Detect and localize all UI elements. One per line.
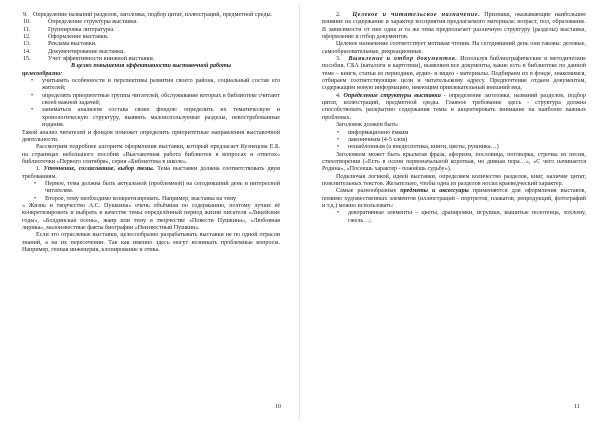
step-number: 4.: [336, 92, 341, 99]
paragraph-titles: Заголовком может быть крылатая фраза, афоризм, пословица, поговорка, строчка из песни, стихотворения («Есть в осени первоначальной короткая, но дивная пора…», «С чего начинается Родина», «Посеешь характер - пожнёшь судьбу»).: [322, 151, 586, 173]
paragraph-complex: Если это отраслевые выставки, целесообразно разрабатывать выставки не по одной отрасли знаний, а на их пересечении. Так как именно здесь могут возникать проблемные вопросы. Например, генная инженерия, клонирование и этика.: [22, 232, 280, 253]
paragraph-items: [322, 188, 586, 210]
step-number: 3.: [336, 56, 341, 63]
list-item-text: Определение названий разделов, заголовка, подбор цитат, иллюстраций, предметной среды.: [33, 12, 273, 18]
step1-bullets: [22, 181, 280, 203]
list-item-text: Оформление выставки.: [48, 34, 109, 41]
list-item: [34, 195, 280, 203]
paragraph-title-req: Заголовок должен быть:: [336, 122, 399, 129]
right-page: [300, 0, 600, 424]
step-1: [22, 166, 280, 181]
list-item: [31, 107, 280, 129]
goal-heading: В целях повышения эффективности выставочной работы: [70, 63, 232, 70]
list-item-text: Учет эффективности книжной выставки.: [48, 56, 155, 63]
text-run: применяются для оформления выставок, помимо художественных элементов (иллюстраций - портретов, плакатов, репродукций, фотографий и т.д.) можно использовать:: [322, 188, 586, 209]
bullet-icon: •: [337, 144, 340, 151]
bullet-text: определять приоритетные группы читателей, обслуживание которых в библиотеке считают своей важной задачей;: [42, 92, 280, 107]
list-item: [337, 129, 586, 137]
bullet-text: декоративные элементы – цветы, драпировки, игрушки, вышитые полотенца, хохлому, гжель…;: [348, 210, 586, 224]
list-item: [31, 92, 280, 108]
list-item-number: 10.: [23, 19, 31, 26]
bullet-text: Первое, тема должна быть актуальной (проблемной) на сегодняшний день и интересной читателям.: [45, 180, 280, 195]
paragraph-analysis: Такой анализ читателей и фондов поможет определить приоритетные направления выставочной деятельности.: [22, 129, 280, 143]
paragraph-algorithm: Рассмотрим подробнее алгоритм оформления выставки, который предлагает Кузнецова Е.Б. на страницах небольшого пособия «Выставочная работа библиотек в вопросах и ответах» библиотечки «Первого сентября», серия «Библиотека в школе».: [22, 144, 280, 165]
list-item-text: Реклама выставки.: [48, 41, 97, 48]
list-item: [337, 144, 586, 151]
list-item-text: Группировка литературы.: [48, 26, 115, 33]
text-run: Самые разнообразные: [336, 188, 401, 195]
page-number: 10: [275, 404, 281, 410]
list-item: [337, 210, 586, 225]
bullet-text: информационно ёмким: [348, 129, 409, 136]
goal-heading-cont: целесообразно:: [22, 70, 63, 77]
list-item-text: Определение структуры выставки.: [48, 19, 139, 26]
step-number: 1.: [36, 166, 41, 173]
bullet-icon: •: [31, 92, 34, 99]
step-title: Уточнение, согласование, выбор темы.: [43, 166, 155, 173]
list-item-number: 15.: [23, 56, 31, 63]
step-text: Тема выставки должна соответствовать двум требованиям.: [22, 166, 280, 180]
step-4: [322, 93, 586, 122]
paragraph-sections: Подключая логикой, идеей выставки, определяем количество разделов, книг, наличие цитат, пояснительных текстов. Желательно, чтобы одна из разделов носил краеведческий характер.: [322, 173, 586, 187]
list-item-number: 13.: [23, 41, 31, 48]
bullet-text: заниматься анализом состава своих фондов: определить их тематическую и хронологическую структуру, выявить малоиспользуемые разделы, невостребованные издания.: [42, 107, 280, 129]
list-item: [31, 78, 280, 93]
step-text: Используя библиографические и методические пособия, СБА (каталоги и картотеки), выявляем все документы, какие есть в библиотеке по данной теме – книги, статьи из периодики, аудио- и видео - материалы. Подбираем их в фонде, знакомимся, отбираем соответствующие цели и читательскому адресу. Предпочтение отдаем документам, содержащим новую информацию, имеющим привлекательный внешний вид.: [322, 56, 586, 92]
goal-bullets: [22, 78, 280, 129]
step-title: Определение структуры выставки: [343, 92, 441, 99]
page-number: 11: [574, 404, 580, 410]
step-text: - определение заголовка, названий разделов, подбор цитат, иллюстраций, предметной среды. Главное требование здесь - структура должна способствовать раскрытию содержания темы и акцентировать внимание на наиболее важных проблемах.: [322, 92, 587, 121]
list-item: [22, 19, 280, 26]
paragraph-purpose: Целевое назначение соответствует мотивам чтения. На сегодняшний день они таковы: деловые, самообразовательные, рекреационные.: [322, 41, 586, 55]
step-number: 2.: [336, 12, 341, 18]
list-item-number: 14.: [23, 48, 31, 55]
paragraph-pushkin: « Жизнь и творчество А.С. Пушкина» очень объёмная по содержанию, поэтому лучше её конкретизировать и выбрать в качестве темы определённый период жизни писателя «Лицейские годы», «Болдинская осень», жанр или тему в творчестве «Повести Пушкина», «Любовная лирика», малоизвестные факты биографии «Неизвестный Пушкин».: [22, 202, 280, 231]
list-item-number: 9.: [23, 12, 28, 18]
bullet-text: учитывать особенности и перспективы развития своего района, социальный состав его жителей;: [42, 78, 280, 92]
bullet-icon: •: [337, 210, 340, 217]
step-title: Целевое и читательское назначение.: [352, 12, 481, 18]
bullet-icon: •: [34, 180, 37, 187]
steps-list: [22, 12, 280, 63]
text-run-emphasis: предметы и аксессуары: [400, 188, 469, 195]
list-item: [22, 41, 280, 48]
bullet-icon: •: [337, 129, 340, 136]
bullet-text: Второе, тему необходимо конкретизировать. Например, выставка на тему: [45, 195, 237, 202]
step-text: Признаки, оказывающие наибольшее влияние на содержание и характер восприятия предлагаемого материала: возраст, пол, образование. В зависимости от них одна и та же тема предполагает различную структуру (разделы) выставки, оформление и отбор документов.: [322, 12, 587, 41]
bullet-icon: •: [31, 107, 34, 114]
step-3: [322, 56, 586, 93]
list-item: [22, 27, 280, 34]
step-2: [322, 12, 586, 41]
title-bullets: [322, 130, 586, 152]
list-item-text: Документирование выставки.: [48, 48, 125, 55]
bullet-icon: •: [337, 136, 340, 143]
bullet-icon: •: [34, 195, 37, 202]
decor-bullets: [322, 210, 586, 225]
bullet-text: лаконичным (4-5 слов): [348, 136, 408, 143]
list-item: [34, 180, 280, 196]
list-item: [22, 34, 280, 41]
list-item-number: 12.: [23, 34, 31, 41]
list-item-number: 11.: [23, 26, 31, 33]
list-item: [22, 12, 280, 19]
list-item: [22, 49, 280, 56]
bullet-text: нешаблонным (а внедеспотика, книги, цветы, рушника…): [348, 144, 499, 151]
step-title: Выявление и отбор документов.: [348, 56, 458, 63]
bullet-icon: •: [31, 78, 34, 85]
